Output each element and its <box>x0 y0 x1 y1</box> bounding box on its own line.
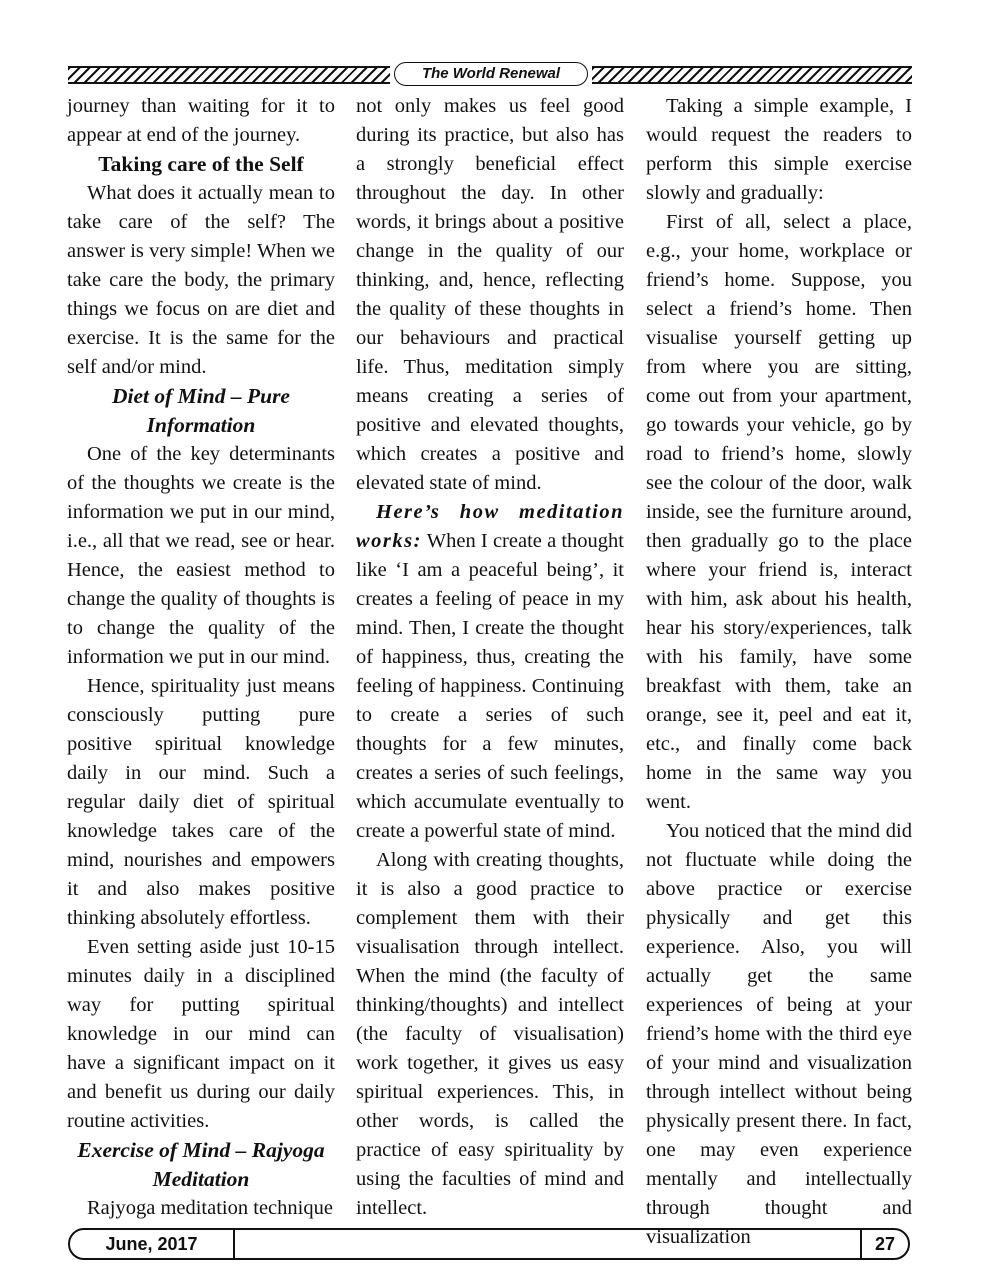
paragraph: You noticed that the mind did not fluctuate while doing the above practice or exercise physically and get this experience. Also, you will actually get the same experiences of being at your friend’s home with the third eye of your mind and visualization through intellect without being physically present there. In fact, one may even experience mentally and intellectually through thought and visualization <box>646 820 912 1248</box>
paragraph: Hence, spirituality just means consciously putting pure positive spiritual knowledge daily in our mind. Such a regular daily diet of spiritual knowledge takes care of the mind, nourishes and empowers it and also makes positive thinking absolutely effortless. <box>67 675 335 929</box>
paragraph: Taking a simple example, I would request the readers to perform this simple exercise slowly and gradually: <box>646 95 912 204</box>
issue-date: June, 2017 <box>70 1230 235 1258</box>
page-footer <box>68 1228 910 1260</box>
run-in-heading: Here’s how meditation works: <box>356 501 624 552</box>
paragraph <box>356 498 624 846</box>
paragraph: Rajyoga meditation technique <box>87 1197 333 1219</box>
section-heading: Diet of Mind – Pure Information <box>112 384 290 437</box>
section-heading: Taking care of the Self <box>98 152 304 176</box>
paragraph: What does it actually mean to take care of the self? The answer is very simple! When we take care the body, the primary things we focus on are diet and exercise. It is the same for the self and/or mind. <box>67 182 335 378</box>
paragraph: not only makes us feel good during its practice, but also has a strongly beneficial effect throughout the day. In other words, it brings about a positive change in the quality of our thinking, and, hence, reflecting the quality of these thoughts in our behaviours and practical life. Thus, meditation simply means creating a series of positive and elevated thoughts, which creates a positive and elevated state of mind. <box>356 95 624 494</box>
paragraph: One of the key determinants of the thoughts we create is the information we put in our mind, i.e., all that we read, see or hear. Hence, the easiest method to change the quality of thoughts is to change the quality of the information we put in our mind. <box>67 443 335 668</box>
paragraph: Even setting aside just 10-15 minutes daily in a disciplined way for putting spiritual knowledge in our mind can have a significant impact on it and benefit us during our daily routine activities. <box>67 936 335 1132</box>
column-1 <box>67 92 335 1223</box>
page-number: 27 <box>860 1230 908 1258</box>
paragraph: Along with creating thoughts, it is also a good practice to complement them with their visualisation through intellect. When the mind (the faculty of thinking/thoughts) and intellect (the faculty of visualisation) work together, it gives us easy spiritual experiences. This, in other words, is called the practice of easy spirituality by using the faculties of mind and intellect. <box>356 849 624 1219</box>
section-heading: Exercise of Mind – Rajyoga Meditation <box>77 1138 325 1191</box>
magazine-title: The World Renewal <box>394 62 588 86</box>
header-ornament-right <box>592 66 912 84</box>
paragraph: First of all, select a place, e.g., your home, workplace or friend’s home. Suppose, you select a friend’s home. Then visualise yourself getting up from where you are sitting, come out from your apartment, go towards your vehicle, go by road to friend’s home, slowly see the colour of the door, walk inside, see the furniture around, then gradually go to the place where your friend is, interact with him, ask about his health, hear his story/experiences, talk with his family, have some breakfast with them, take an orange, see it, peel and eat it, etc., and finally come back home in the same way you went. <box>646 211 912 813</box>
paragraph-text: When I create a thought like ‘I am a peaceful being’, it creates a feeling of peace in my mind. Then, I create the thought of happiness, thus, creating the feeling of happiness. Continuing to create a series of such thoughts for a few minutes, creates a series of such feelings, which accumulate eventually to create a powerful state of mind. <box>356 530 624 842</box>
header-ornament-left <box>68 66 390 84</box>
column-2 <box>356 92 624 1223</box>
column-3 <box>646 92 912 1252</box>
paragraph: journey than waiting for it to appear at end of the journey. <box>67 95 335 146</box>
page-header <box>68 62 912 86</box>
